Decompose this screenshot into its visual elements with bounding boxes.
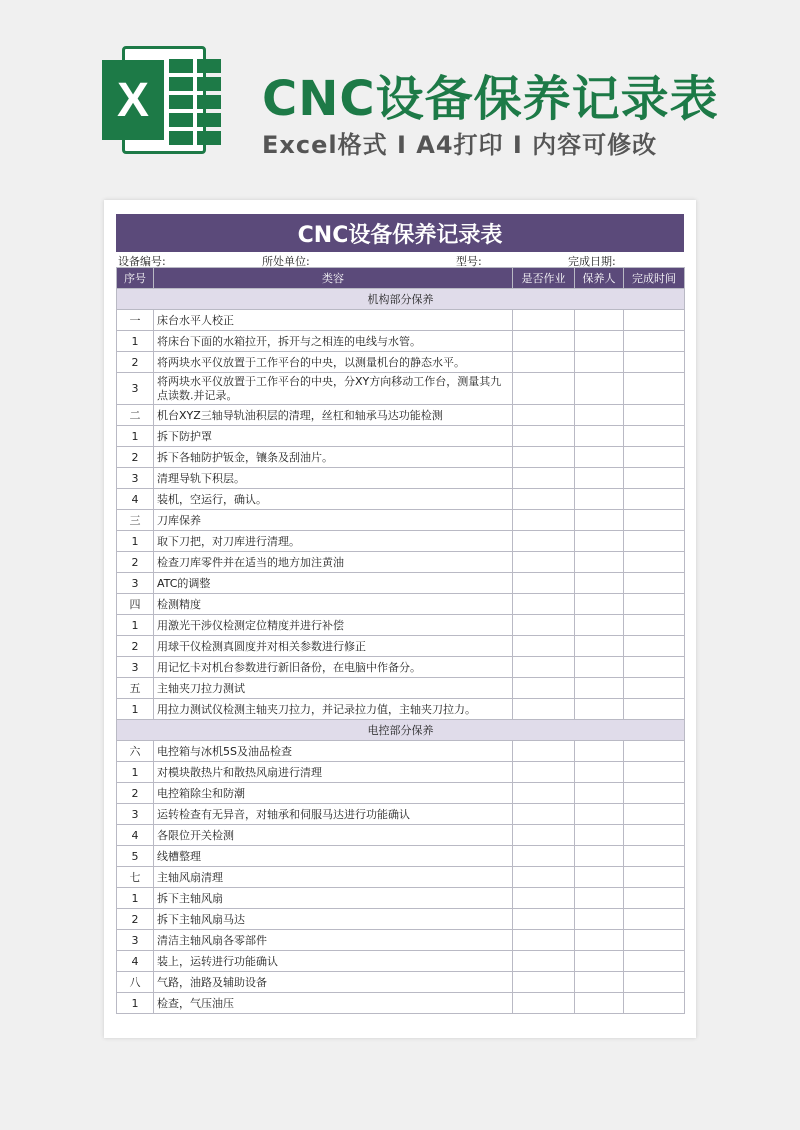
done-cell[interactable] [513,636,575,657]
table-row [117,489,685,510]
done-cell[interactable] [513,909,575,930]
time-cell[interactable] [624,510,685,531]
time-cell[interactable] [624,888,685,909]
done-cell[interactable] [513,468,575,489]
time-cell[interactable] [624,405,685,426]
table-row [117,636,685,657]
done-cell[interactable] [513,783,575,804]
time-cell[interactable] [624,867,685,888]
time-cell[interactable] [624,352,685,373]
time-cell[interactable] [624,783,685,804]
table-row [117,531,685,552]
row-content: 检查刀库零件并在适当的地方加注黄油 [154,552,513,573]
table-row [117,552,685,573]
maintainer-cell[interactable] [575,804,624,825]
table-row [117,373,685,405]
time-cell[interactable] [624,804,685,825]
table-row [117,657,685,678]
done-cell[interactable] [513,510,575,531]
row-number: 六 [117,741,154,762]
maintainer-cell[interactable] [575,489,624,510]
maintainer-cell[interactable] [575,657,624,678]
done-cell[interactable] [513,678,575,699]
row-number: 3 [117,373,154,405]
done-cell[interactable] [513,825,575,846]
table-row [117,468,685,489]
row-number: 3 [117,804,154,825]
done-cell[interactable] [513,762,575,783]
row-content: 用球干仪检测真圆度并对相关参数进行修正 [154,636,513,657]
header-banner [0,0,800,190]
done-cell[interactable] [513,489,575,510]
maintainer-cell[interactable] [575,373,624,405]
row-content: 气路，油路及辅助设备 [154,972,513,993]
row-content: 各限位开关检测 [154,825,513,846]
time-cell[interactable] [624,489,685,510]
table-row [117,846,685,867]
maintainer-cell[interactable] [575,405,624,426]
done-cell[interactable] [513,331,575,352]
row-content: 主轴夹刀拉力测试 [154,678,513,699]
maintainer-cell[interactable] [575,331,624,352]
time-cell[interactable] [624,426,685,447]
table-row [117,678,685,699]
row-content: 拆下主轴风扇马达 [154,909,513,930]
done-cell[interactable] [513,447,575,468]
time-cell[interactable] [624,909,685,930]
table-row [117,573,685,594]
row-number: 四 [117,594,154,615]
time-cell[interactable] [624,468,685,489]
maintainer-cell[interactable] [575,888,624,909]
done-cell[interactable] [513,426,575,447]
date-label: 完成日期: [568,255,616,268]
table-row [117,804,685,825]
table-row [117,993,685,1014]
row-content: 装机，空运行，确认。 [154,489,513,510]
time-cell[interactable] [624,825,685,846]
row-content: 用激光干涉仪检测定位精度并进行补偿 [154,615,513,636]
done-cell[interactable] [513,573,575,594]
done-cell[interactable] [513,352,575,373]
table-row [117,426,685,447]
row-number: 1 [117,762,154,783]
header-done: 是否作业 [513,268,575,289]
row-number: 4 [117,825,154,846]
row-content: 拆下主轴风扇 [154,888,513,909]
done-cell[interactable] [513,594,575,615]
row-number: 2 [117,447,154,468]
section-label: 电控部分保养 [117,720,685,741]
row-content: 机台XYZ三轴导轨油积层的清理，丝杠和轴承马达功能检测 [154,405,513,426]
maintainer-cell[interactable] [575,783,624,804]
maintainer-cell[interactable] [575,573,624,594]
table-row [117,867,685,888]
section-row [117,720,685,741]
table-row [117,594,685,615]
table-row [117,825,685,846]
table-row [117,405,685,426]
header-no: 序号 [117,268,154,289]
done-cell[interactable] [513,867,575,888]
row-content: ATC的调整 [154,573,513,594]
row-number: 2 [117,352,154,373]
table-row [117,930,685,951]
maintainer-cell[interactable] [575,447,624,468]
row-number: 三 [117,510,154,531]
row-number: 5 [117,846,154,867]
done-cell[interactable] [513,699,575,720]
device-no-label: 设备编号: [118,255,166,268]
row-content: 电控箱除尘和防潮 [154,783,513,804]
row-number: 1 [117,331,154,352]
done-cell[interactable] [513,531,575,552]
maintainer-cell[interactable] [575,825,624,846]
row-content: 取下刀把，对刀库进行清理。 [154,531,513,552]
table-row [117,447,685,468]
row-content: 用记忆卡对机台参数进行新旧备份，在电脑中作备分。 [154,657,513,678]
row-content: 电控箱与冰机5S及油品检查 [154,741,513,762]
done-cell[interactable] [513,930,575,951]
row-number: 1 [117,615,154,636]
table-row [117,331,685,352]
row-number: 3 [117,468,154,489]
time-cell[interactable] [624,846,685,867]
time-cell[interactable] [624,331,685,352]
maintainer-cell[interactable] [575,930,624,951]
row-content: 检测精度 [154,594,513,615]
done-cell[interactable] [513,373,575,405]
row-content: 将床台下面的水箱拉开，拆开与之相连的电线与水管。 [154,331,513,352]
header-maintainer: 保养人 [575,268,624,289]
row-number: 1 [117,888,154,909]
row-number: 一 [117,310,154,331]
row-number: 2 [117,783,154,804]
row-number: 2 [117,636,154,657]
section-label: 机构部分保养 [117,289,685,310]
sheet-title: CNC设备保养记录表 [116,214,684,252]
banner-subtitle: Excel格式 I A4打印 I 内容可修改 [262,131,658,159]
table-row [117,615,685,636]
row-number: 3 [117,657,154,678]
table-row [117,909,685,930]
row-number: 五 [117,678,154,699]
maintainer-cell[interactable] [575,678,624,699]
time-cell[interactable] [624,762,685,783]
maintainer-cell[interactable] [575,699,624,720]
table-row [117,783,685,804]
time-cell[interactable] [624,930,685,951]
maintainer-cell[interactable] [575,741,624,762]
row-number: 1 [117,993,154,1014]
row-content: 检查，气压油压 [154,993,513,1014]
done-cell[interactable] [513,615,575,636]
done-cell[interactable] [513,804,575,825]
row-content: 清洁主轴风扇各零部件 [154,930,513,951]
row-number: 4 [117,489,154,510]
done-cell[interactable] [513,846,575,867]
table-header-row [117,268,685,289]
maintainer-cell[interactable] [575,636,624,657]
row-content: 装上，运转进行功能确认 [154,951,513,972]
row-number: 4 [117,951,154,972]
table-row [117,972,685,993]
table-row [117,352,685,373]
row-number: 八 [117,972,154,993]
time-cell[interactable] [624,310,685,331]
time-cell[interactable] [624,678,685,699]
row-content: 将两块水平仪放置于工作平台的中央，以测量机台的静态水平。 [154,352,513,373]
done-cell[interactable] [513,657,575,678]
time-cell[interactable] [624,972,685,993]
row-content: 清理导轨下积层。 [154,468,513,489]
excel-icon: X [102,46,206,154]
maintainer-cell[interactable] [575,615,624,636]
maintainer-cell[interactable] [575,552,624,573]
done-cell[interactable] [513,888,575,909]
row-content: 刀库保养 [154,510,513,531]
maintainer-cell[interactable] [575,426,624,447]
time-cell[interactable] [624,373,685,405]
maintainer-cell[interactable] [575,993,624,1014]
done-cell[interactable] [513,741,575,762]
row-number: 1 [117,531,154,552]
unit-label: 所处单位: [262,255,310,268]
row-content: 线槽整理 [154,846,513,867]
row-number: 3 [117,930,154,951]
row-number: 1 [117,426,154,447]
row-content: 对模块散热片和散热风扇进行清理 [154,762,513,783]
info-row [116,253,684,267]
maintainer-cell[interactable] [575,951,624,972]
done-cell[interactable] [513,993,575,1014]
row-content: 床台水平人校正 [154,310,513,331]
time-cell[interactable] [624,594,685,615]
done-cell[interactable] [513,405,575,426]
header-time: 完成时间 [624,268,685,289]
row-number: 2 [117,552,154,573]
time-cell[interactable] [624,573,685,594]
time-cell[interactable] [624,531,685,552]
time-cell[interactable] [624,636,685,657]
maintainer-cell[interactable] [575,867,624,888]
maintainer-cell[interactable] [575,352,624,373]
table-row [117,741,685,762]
row-content: 运转检查有无异音，对轴承和伺服马达进行功能确认 [154,804,513,825]
maintainer-cell[interactable] [575,762,624,783]
table-body [117,289,685,1014]
section-row [117,289,685,310]
row-content: 用拉力测试仪检测主轴夹刀拉力，并记录拉力值，主轴夹刀拉力。 [154,699,513,720]
time-cell[interactable] [624,741,685,762]
header-content: 类容 [154,268,513,289]
maintainer-cell[interactable] [575,531,624,552]
row-number: 2 [117,909,154,930]
row-number: 七 [117,867,154,888]
maintainer-cell[interactable] [575,846,624,867]
table-row [117,888,685,909]
table-row [117,951,685,972]
row-number: 3 [117,573,154,594]
table-row [117,510,685,531]
maintainer-cell[interactable] [575,909,624,930]
maintenance-table [116,267,685,1014]
maintainer-cell[interactable] [575,468,624,489]
table-row [117,310,685,331]
row-content: 将两块水平仪放置于工作平台的中央，分XY方向移动工作台，测量其九点读数.并记录。 [154,373,513,405]
time-cell[interactable] [624,657,685,678]
time-cell[interactable] [624,615,685,636]
row-content: 拆下防护罩 [154,426,513,447]
done-cell[interactable] [513,310,575,331]
table-row [117,699,685,720]
done-cell[interactable] [513,552,575,573]
time-cell[interactable] [624,993,685,1014]
row-content: 拆下各轴防护钣金，镶条及刮油片。 [154,447,513,468]
maintainer-cell[interactable] [575,310,624,331]
maintainer-cell[interactable] [575,510,624,531]
row-content: 主轴风扇清理 [154,867,513,888]
maintainer-cell[interactable] [575,972,624,993]
done-cell[interactable] [513,951,575,972]
banner-title: CNC设备保养记录表 [262,71,719,127]
time-cell[interactable] [624,951,685,972]
row-number: 二 [117,405,154,426]
table-row [117,762,685,783]
time-cell[interactable] [624,552,685,573]
model-label: 型号: [456,255,482,268]
time-cell[interactable] [624,447,685,468]
done-cell[interactable] [513,972,575,993]
maintainer-cell[interactable] [575,594,624,615]
row-number: 1 [117,699,154,720]
time-cell[interactable] [624,699,685,720]
